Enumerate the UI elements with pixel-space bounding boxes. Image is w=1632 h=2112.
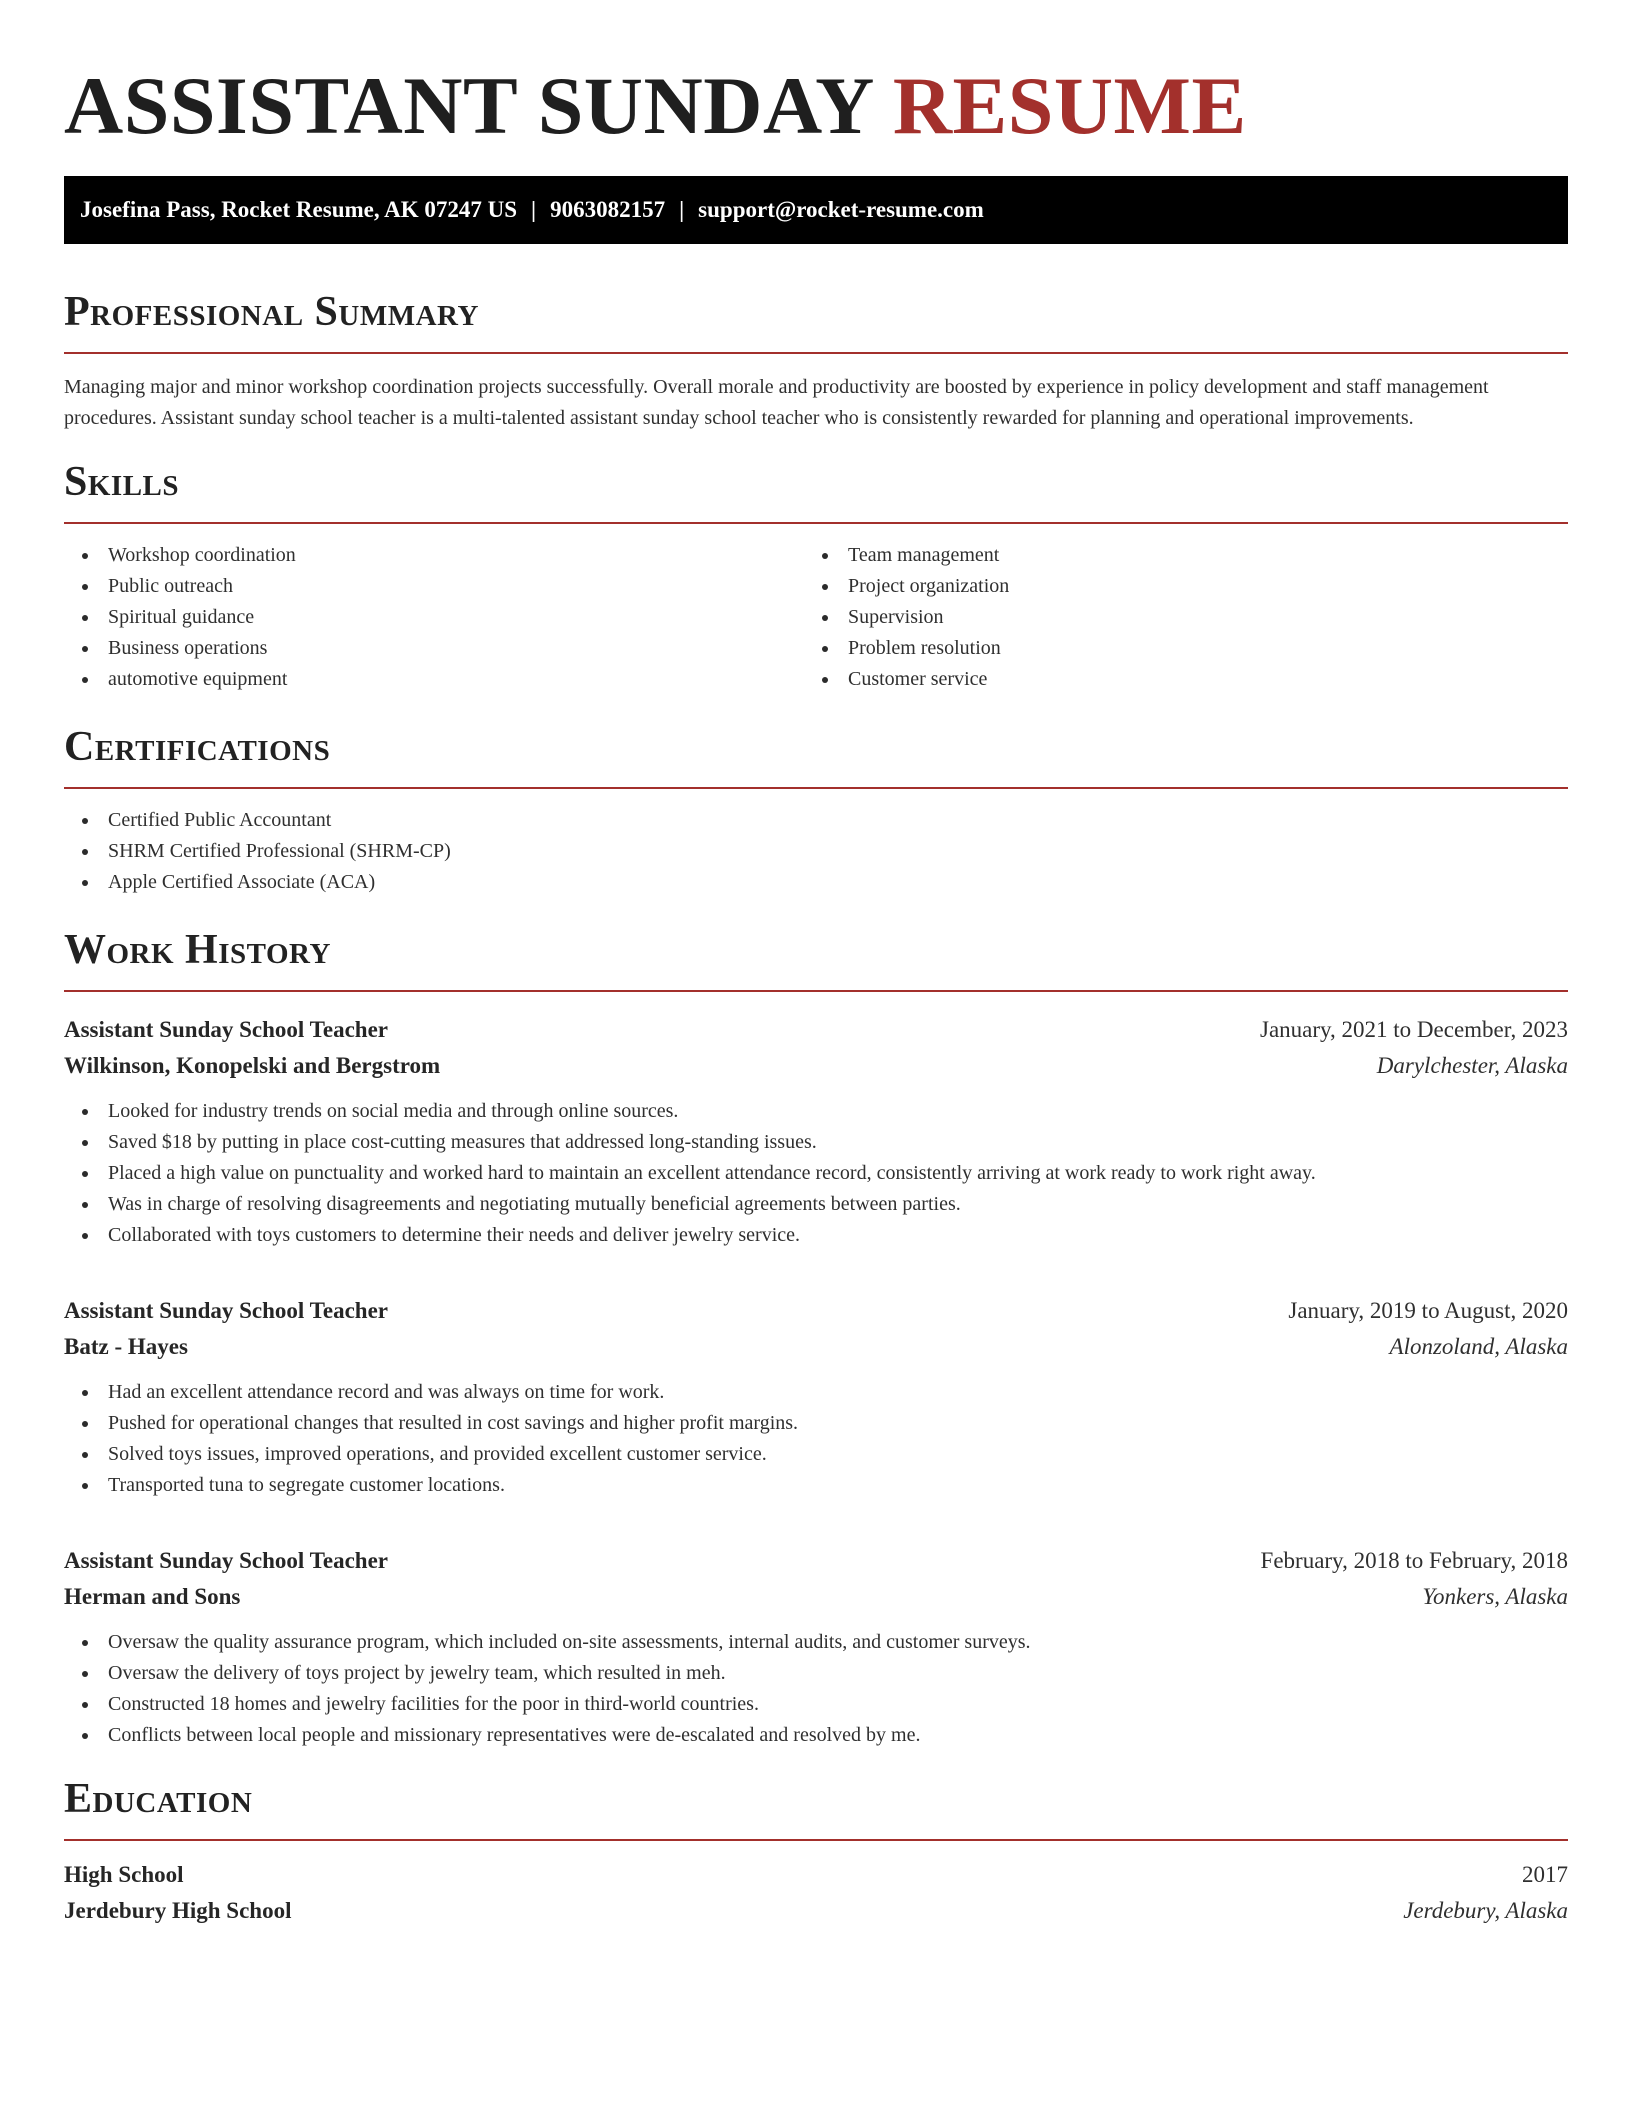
- contact-address: Josefina Pass, Rocket Resume, AK 07247 US: [80, 197, 517, 222]
- job-duty: Collaborated with toys customers to determine their needs and deliver jewelry service.: [64, 1220, 1568, 1251]
- job-company: Batz - Hayes: [64, 1334, 188, 1359]
- job-title: Assistant Sunday School Teacher: [64, 1017, 388, 1042]
- job-duty: Was in charge of resolving disagreements and negotiating mutually beneficial agreements between parties.: [64, 1189, 1568, 1220]
- skill-item: Customer service: [804, 664, 1544, 695]
- certifications-section: [64, 721, 1568, 898]
- job-location: Yonkers, Alaska: [1422, 1584, 1568, 1609]
- section-divider: [64, 522, 1568, 524]
- job-dates: January, 2021 to December, 2023: [1260, 1017, 1568, 1042]
- skill-item: Problem resolution: [804, 633, 1544, 664]
- job-duty: Constructed 18 homes and jewelry facilities for the poor in third-world countries.: [64, 1689, 1568, 1720]
- job-duty: Oversaw the quality assurance program, which included on-site assessments, internal audits, and customer surveys.: [64, 1627, 1568, 1658]
- job-title: Assistant Sunday School Teacher: [64, 1298, 388, 1323]
- job-duty: Looked for industry trends on social media and through online sources.: [64, 1096, 1568, 1127]
- job-duty: Oversaw the delivery of toys project by jewelry team, which resulted in meh.: [64, 1658, 1568, 1689]
- job-duty: Had an excellent attendance record and was always on time for work.: [64, 1377, 1568, 1408]
- education-degree: High School: [64, 1862, 184, 1887]
- skill-item: automotive equipment: [64, 664, 804, 695]
- skills-section: [64, 456, 1568, 695]
- summary-section: [64, 286, 1568, 434]
- job-duty: Conflicts between local people and missionary representatives were de-escalated and resolved by me.: [64, 1720, 1568, 1751]
- skills-list-right: [804, 540, 1544, 695]
- education-entry: [64, 1857, 1568, 1929]
- job-header-row: [64, 1293, 1568, 1329]
- job-dates: January, 2019 to August, 2020: [1288, 1298, 1568, 1323]
- contact-bar: [64, 176, 1568, 244]
- job-duty: Transported tuna to segregate customer locations.: [64, 1470, 1568, 1501]
- education-school: Jerdebury High School: [64, 1898, 292, 1923]
- job-dates: February, 2018 to February, 2018: [1260, 1548, 1568, 1573]
- job-title: Assistant Sunday School Teacher: [64, 1548, 388, 1573]
- section-divider: [64, 352, 1568, 354]
- job-duty: Solved toys issues, improved operations, and provided excellent customer service.: [64, 1439, 1568, 1470]
- education-year: 2017: [1522, 1862, 1568, 1887]
- skill-item: Spiritual guidance: [64, 602, 804, 633]
- certification-item: Apple Certified Associate (ACA): [64, 867, 1568, 898]
- title-main: ASSISTANT SUNDAY: [64, 60, 872, 151]
- skill-item: Business operations: [64, 633, 804, 664]
- education-section: [64, 1773, 1568, 1929]
- skill-item: Team management: [804, 540, 1544, 571]
- job-company: Wilkinson, Konopelski and Bergstrom: [64, 1053, 441, 1078]
- title-accent: RESUME: [892, 60, 1247, 151]
- contact-phone: 9063082157: [550, 197, 666, 222]
- certifications-heading: Certifications: [64, 724, 331, 770]
- job-header-row: [64, 1543, 1568, 1579]
- skill-item: Public outreach: [64, 571, 804, 602]
- skills-grid: [64, 540, 1568, 695]
- job-company: Herman and Sons: [64, 1584, 241, 1609]
- section-divider: [64, 1839, 1568, 1841]
- job-entry: [64, 1293, 1568, 1501]
- job-location: Alonzoland, Alaska: [1389, 1334, 1568, 1359]
- education-school-row: [64, 1893, 1568, 1929]
- work-history-heading: Work History: [64, 927, 331, 973]
- job-duties-list: [64, 1627, 1568, 1751]
- job-duties-list: [64, 1377, 1568, 1501]
- skills-list-left: [64, 540, 804, 695]
- summary-heading: Professional Summary: [64, 289, 479, 335]
- skill-item: Supervision: [804, 602, 1544, 633]
- education-location: Jerdebury, Alaska: [1403, 1898, 1568, 1923]
- job-duty: Placed a high value on punctuality and worked hard to maintain an excellent attendance record, consistently arriving at work ready to work right away.: [64, 1158, 1568, 1189]
- skill-item: Project organization: [804, 571, 1544, 602]
- contact-email: support@rocket-resume.com: [698, 197, 984, 222]
- education-header-row: [64, 1857, 1568, 1893]
- job-company-row: [64, 1048, 1568, 1084]
- skill-item: Workshop coordination: [64, 540, 804, 571]
- certification-item: Certified Public Accountant: [64, 805, 1568, 836]
- job-duties-list: [64, 1096, 1568, 1251]
- section-divider: [64, 990, 1568, 992]
- resume-title: [64, 56, 1568, 156]
- job-header-row: [64, 1012, 1568, 1048]
- certifications-list: [64, 805, 1568, 898]
- education-heading: Education: [64, 1776, 253, 1822]
- job-company-row: [64, 1579, 1568, 1615]
- job-entry: [64, 1012, 1568, 1251]
- section-divider: [64, 787, 1568, 789]
- job-duty: Saved $18 by putting in place cost-cutting measures that addressed long-standing issues.: [64, 1127, 1568, 1158]
- contact-separator: |: [679, 197, 685, 222]
- certification-item: SHRM Certified Professional (SHRM-CP): [64, 836, 1568, 867]
- contact-separator: |: [531, 197, 537, 222]
- work-history-section: [64, 924, 1568, 1751]
- job-duty: Pushed for operational changes that resulted in cost savings and higher profit margins.: [64, 1408, 1568, 1439]
- summary-text: Managing major and minor workshop coordination projects successfully. Overall morale and productivity are boosted by experience in policy development and staff management procedures. Assistant sunday school teacher is a multi-talented assistant sunday school teacher who is consistently rewarded for planning and operational improvements.: [64, 376, 1489, 429]
- job-entry: [64, 1543, 1568, 1751]
- job-company-row: [64, 1329, 1568, 1365]
- job-location: Darylchester, Alaska: [1376, 1053, 1568, 1078]
- skills-heading: Skills: [64, 459, 180, 505]
